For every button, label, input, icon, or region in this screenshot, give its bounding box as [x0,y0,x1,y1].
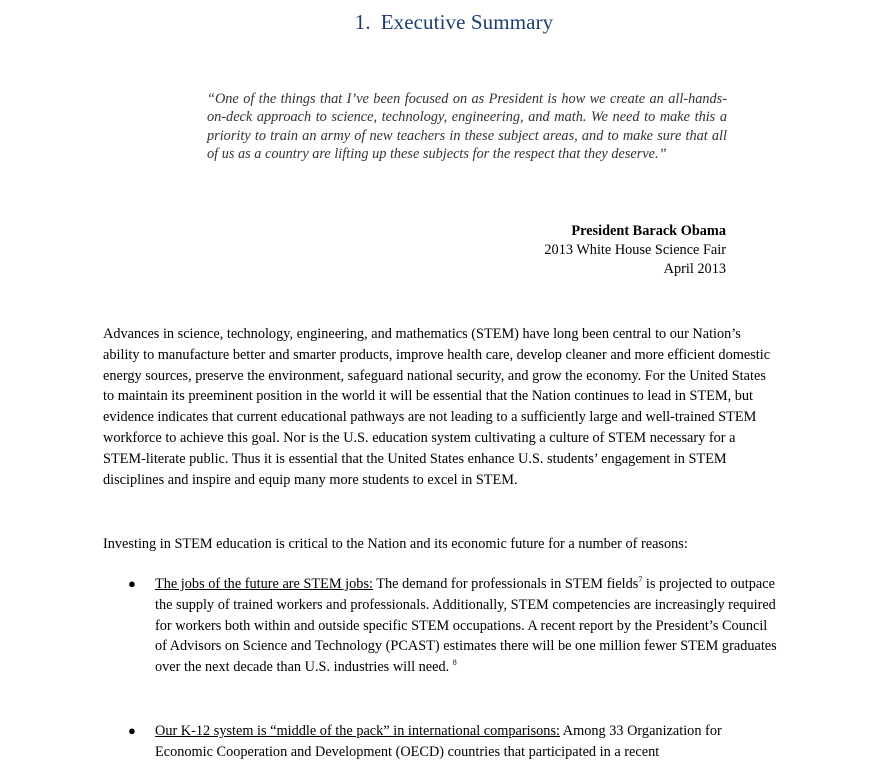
bullet-body: Among 33 Organization for Economic Cooperation and Development (OECD) countries that participated in a recent [155,723,722,760]
quote-attribution [544,222,726,280]
bullet-text [155,574,779,678]
bullet-heading: The jobs of the future are STEM jobs: [155,576,373,592]
footnote-marker: 8 [452,658,457,668]
footnote-marker: 7 [638,575,643,584]
bullet-body: The demand for professionals in STEM fields [372,576,639,592]
quote-date: April 2013 [663,261,726,278]
body-paragraph: Investing in STEM education is critical to the Nation and its economic future for a number of reasons: [103,536,688,552]
bullet-dot-icon: ● [128,576,136,591]
bullet-dot-icon: ● [128,723,136,738]
section-number: 1. [354,10,371,34]
section-title: Executive Summary [380,10,554,34]
bullet-text [155,721,779,762]
bullet-item [103,721,779,762]
bullet-heading: Our K-12 system is “middle of the pack” in international comparisons: [155,723,560,739]
body-paragraph: Advances in science, technology, engineering, and mathematics (STEM) have long been central to our Nation’s ability to manufacture better and smarter products, improve health care, develop cleaner and more efficient domestic energy sources, preserve the environment, safeguard national security, and grow the economy. For the United States to maintain its preeminent position in the world it will be essential that the Nation continues to lead in STEM, but evidence indicates that current educational pathways are not leading to a sufficiently large and well-trained STEM workforce to achieve this goal. Nor is the U.S. education system cultivating a culture of STEM necessary for a STEM-literate public. Thus it is essential that the United States enhance U.S. students’ engagement in STEM disciplines and inspire and equip many more students to excel in STEM. [103,326,771,488]
bullet-body: is projected to outpace the supply of trained workers and professionals. Additionally, STEM competencies are increasingly required for workers both within and outside specific STEM occupations. A recent report by the President’s Council of Advisors on Science and Technology (PCAST) estimates there will be one million fewer STEM graduates over the next decade than U.S. industries will need. [155,576,777,676]
bullet-item [103,574,779,678]
block-quote: “One of the things that I’ve been focused on as President is how we create an all-hands-on-deck approach to science, technology, engineering, and math. We need to make this a priority to train an army of new teachers in these subject areas, and to make sure that all of us as a country are lifting up these subjects for the respect that they deserve.” [207,91,727,163]
quote-author: President Barack Obama [571,223,726,239]
quote-event: 2013 White House Science Fair [544,242,726,259]
section-heading [0,10,880,35]
